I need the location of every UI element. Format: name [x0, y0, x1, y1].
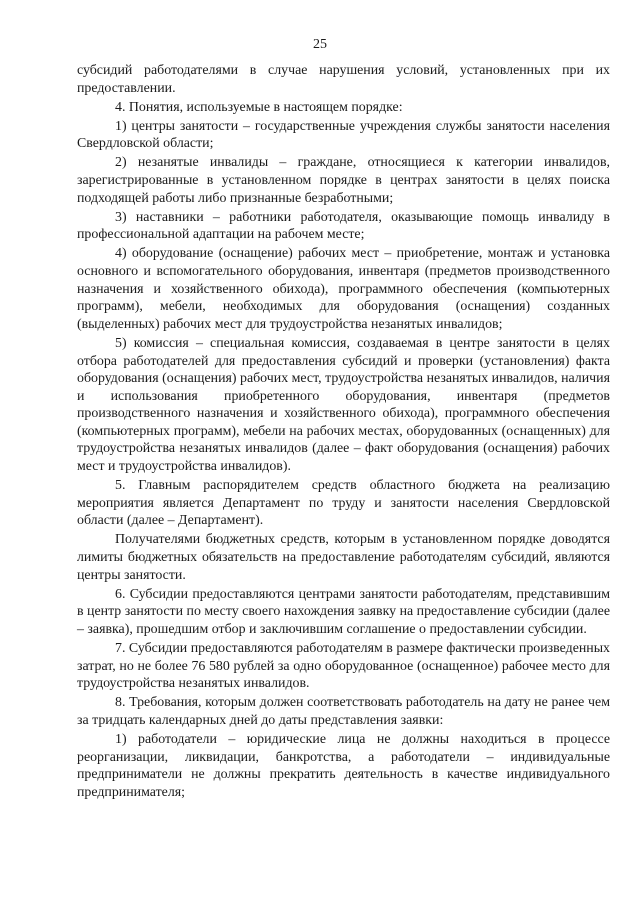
paragraph-subitem-4: 4) оборудование (оснащение) рабочих мест – приобретение, монтаж и установка основного и вспомогательного оборудования, инвентаря (предметов производственного назначения и хозяйственного обихода), программного обеспечения (компьютерных программ), мебели, необходимых для оборудования (оснащения) созданных (выделенных) рабочих мест для трудоустройства незанятых инвалидов; — [77, 246, 610, 332]
paragraph-item-4: 4. Понятия, используемые в настоящем порядке: — [115, 99, 403, 115]
page-number: 25 — [313, 37, 327, 52]
paragraph-item-5: 5. Главным распорядителем средств областного бюджета на реализацию мероприятия является Департамент по труду и занятости населения Свердловской области (далее – Департамент). — [77, 478, 610, 529]
paragraph-subitem-3: 3) наставники – работники работодателя, оказывающие помощь инвалиду в профессиональной адаптации на рабочем месте; — [77, 209, 610, 243]
paragraph-item-6: 6. Субсидии предоставляются центрами занятости работодателям, представившим в центр занятости по месту своего нахождения заявку на предоставление субсидии (далее – заявка), прошедшим отбор и заключившим соглашение о предоставлении субсидии. — [77, 586, 610, 637]
paragraph-item-7: 7. Субсидии предоставляются работодателям в размере фактически произведенных затрат, но не более 76 580 рублей за одно оборудованное (оснащенное) рабочее место для трудоустройства незанятых инвалидов. — [77, 641, 610, 692]
paragraph-item-8: 8. Требования, которым должен соответствовать работодатель на дату не ранее чем за тридцать календарных дней до даты представления заявки: — [77, 695, 610, 728]
paragraph-recipients: Получателями бюджетных средств, которым в установленном порядке доводятся лимиты бюджетных обязательств на предоставление работодателям субсидий, являются центры занятости. — [77, 532, 610, 583]
paragraph-item-8-subitem-1: 1) работодатели – юридические лица не должны находиться в процессе реорганизации, ликвидации, банкротства, а работодатели – индивидуальные предприниматели не должны прекратить деятельность в качестве индивидуального предпринимателя; — [77, 731, 610, 800]
paragraph-subitem-5: 5) комиссия – специальная комиссия, создаваемая в центре занятости в целях отбора работодателей для предоставления субсидий и проверки (установления) факта оборудования (оснащения) рабочих мест, трудоустройства незанятых инвалидов, наличия и использования приобретенного оборудования, инвентаря (предметов производственного назначения и хозяйственного обихода), программного обеспечения (компьютерных программ), мебели на рабочих местах, оборудованных (оснащенных) для трудоустройства незанятых инвалидов (далее – факт оборудования (оснащения) рабочих мест и трудоустройства инвалидов). — [77, 335, 610, 475]
paragraph-subitem-1: 1) центры занятости – государственные учреждения службы занятости населения Свердловской области; — [77, 118, 610, 152]
paragraph-continuation: субсидий работодателями в случае нарушения условий, установленных при их предоставлении. — [77, 63, 610, 96]
paragraph-subitem-2: 2) незанятые инвалиды – граждане, относящиеся к категории инвалидов, зарегистрированные в установленном порядке в центрах занятости в целях поиска подходящей работы либо признанные безработными; — [77, 155, 610, 206]
document-body — [77, 62, 610, 803]
